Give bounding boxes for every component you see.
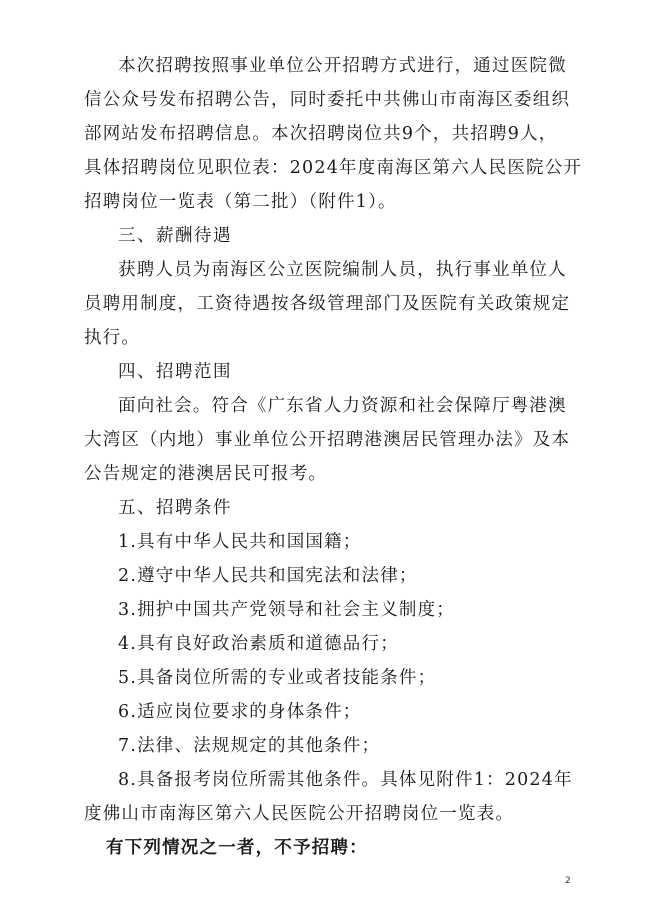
paragraph-1-line-4: 具体招聘岗位见职位表：2024年度南海区第六人民医院公开: [84, 158, 583, 178]
condition-item-8: 8.具备报考岗位所需其他条件。具体见附件1：2024年: [118, 770, 573, 790]
paragraph-1-line-5: 招聘岗位一览表（第二批）（附件1）。: [84, 192, 397, 212]
section-heading-conditions: 五、招聘条件: [118, 498, 232, 518]
condition-item-4: 4.具有良好政治素质和道德品行；: [118, 634, 399, 654]
paragraph-2-line-3: 执行。: [84, 328, 141, 348]
condition-item-2: 2.遵守中华人民共和国宪法和法律；: [118, 566, 418, 586]
condition-item-5: 5.具备岗位所需的专业或者技能条件；: [118, 668, 437, 688]
exclusion-heading: 有下列情况之一者，不予招聘：: [106, 838, 368, 858]
condition-item-1: 1.具有中华人民共和国国籍；: [118, 532, 362, 552]
page-number: 2: [565, 876, 571, 886]
condition-item-8-continued: 度佛山市南海区第六人民医院公开招聘岗位一览表。: [84, 804, 515, 824]
paragraph-1-line-2: 信公众号发布招聘公告，同时委托中共佛山市南海区委组织: [84, 90, 571, 110]
condition-item-3: 3.拥护中国共产党领导和社会主义制度；: [118, 600, 455, 620]
condition-item-6: 6.适应岗位要求的身体条件；: [118, 702, 362, 722]
condition-item-7: 7.法律、法规规定的其他条件；: [118, 736, 381, 756]
paragraph-2-line-1: 获聘人员为南海区公立医院编制人员，执行事业单位人: [118, 260, 567, 280]
section-heading-scope: 四、招聘范围: [118, 362, 232, 382]
paragraph-1-line-1: 本次招聘按照事业单位公开招聘方式进行，通过医院微: [118, 56, 567, 76]
paragraph-3-line-2: 大湾区（内地）事业单位公开招聘港澳居民管理办法》及本: [84, 430, 571, 450]
paragraph-3-line-3: 公告规定的港澳居民可报考。: [84, 464, 328, 484]
section-heading-salary: 三、薪酬待遇: [118, 226, 232, 246]
paragraph-1-line-3: 部网站发布招聘信息。本次招聘岗位共9个，共招聘9人，: [84, 124, 558, 144]
paragraph-3-line-1: 面向社会。符合《广东省人力资源和社会保障厅粤港澳: [118, 396, 567, 416]
paragraph-2-line-2: 员聘用制度，工资待遇按各级管理部门及医院有关政策规定: [84, 294, 571, 314]
